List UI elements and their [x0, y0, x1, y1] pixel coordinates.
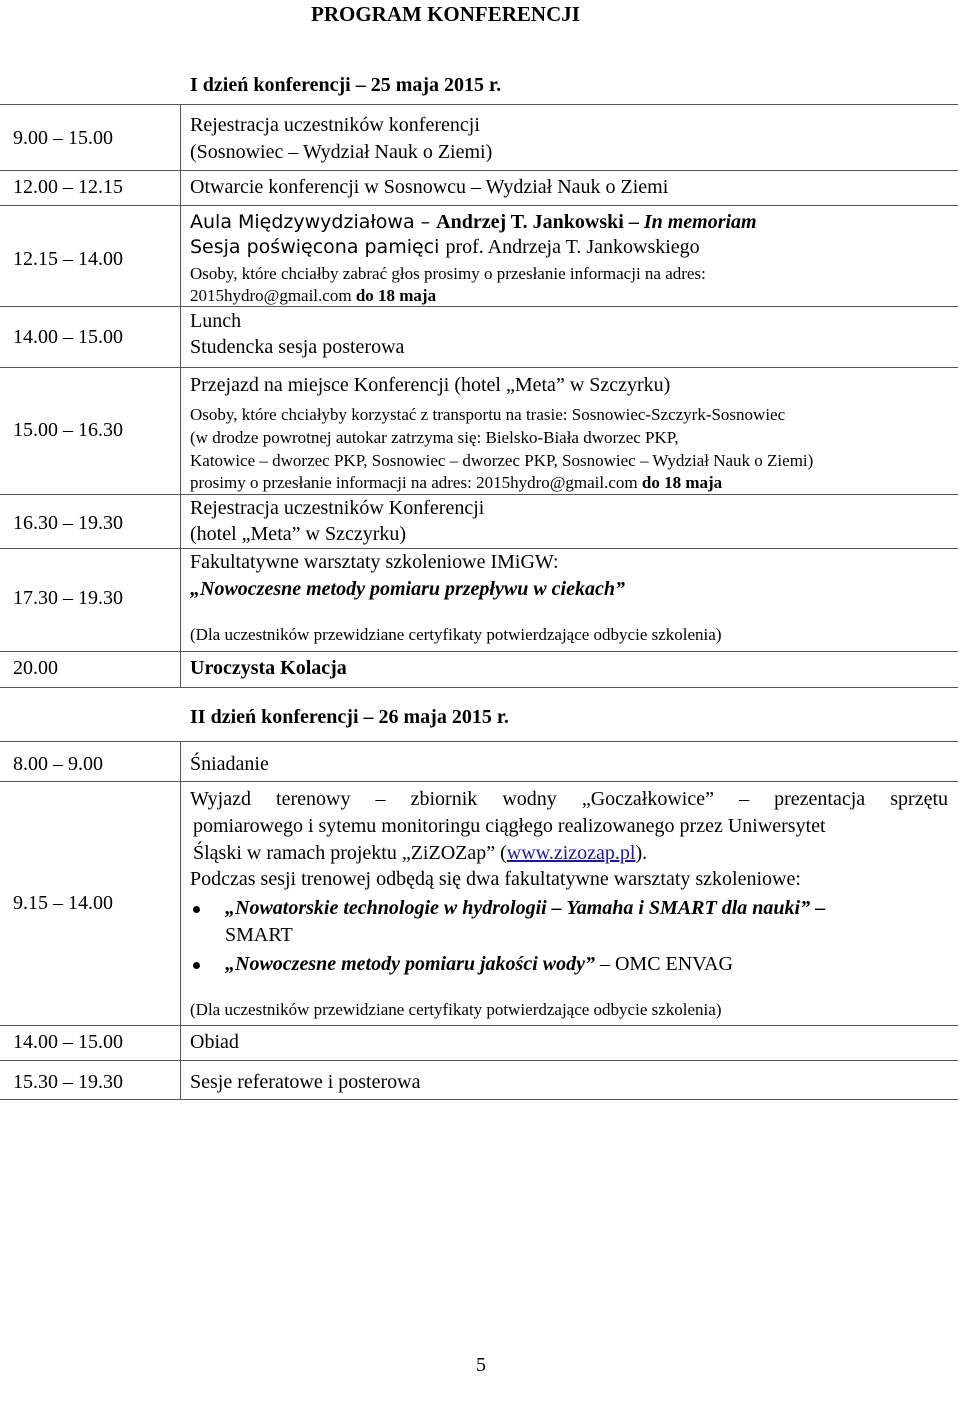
event-text: Sesje referatowe i posterowa — [190, 1071, 421, 1093]
time-cell: 14.00 – 15.00 — [13, 1031, 123, 1053]
event-text-part: – — [810, 897, 826, 919]
event-text: (Sosnowiec – Wydział Nauk o Ziemi) — [190, 141, 493, 163]
workshop-title: „Nowatorskie technologie w hydrologii – Yamaha i SMART dla nauki” — [225, 897, 811, 919]
bullet-icon — [193, 962, 200, 969]
event-text: Otwarcie konferencji w Sosnowcu – Wydział Nauk o Ziemi — [190, 176, 669, 198]
rule — [0, 1060, 958, 1061]
event-text-part: Śląski w ramach projektu „ZiZOZap” ( — [193, 842, 507, 864]
memoriam-name: Andrzej T. Jankowski — [436, 211, 624, 233]
event-note — [190, 474, 722, 491]
email-address: 2015hydro@gmail.com — [190, 286, 356, 305]
event-text: Fakultatywne warsztaty szkoleniowe IMiGW: — [190, 551, 559, 573]
rule — [0, 1099, 958, 1100]
column-divider — [180, 741, 181, 1099]
event-note — [190, 287, 436, 304]
memoriam-label: In memoriam — [643, 211, 757, 233]
time-cell: 15.30 – 19.30 — [13, 1071, 123, 1093]
event-text: Śniadanie — [190, 753, 269, 775]
time-cell: 16.30 – 19.30 — [13, 512, 123, 534]
time-cell: 9.00 – 15.00 — [13, 127, 113, 149]
event-text-part: Sesja poświęcona pamięci — [190, 236, 446, 258]
rule — [0, 367, 958, 368]
rule — [0, 687, 958, 688]
workshop-item — [225, 898, 825, 918]
rule — [0, 1025, 958, 1026]
rule — [0, 651, 958, 652]
time-cell: 9.15 – 14.00 — [13, 892, 113, 914]
event-note: (w drodze powrotnej autokar zatrzyma się: Bielsko-Biała dworzec PKP, — [190, 428, 679, 447]
rule — [0, 205, 958, 206]
rule — [0, 306, 958, 307]
event-text: Rejestracja uczestników konferencji — [190, 114, 480, 136]
page-title: PROGRAM KONFERENCJI — [311, 2, 580, 26]
event-text: (hotel „Meta” w Szczyrku) — [190, 523, 407, 545]
event-text-part: – OMC ENVAG — [594, 953, 733, 975]
deadline: do 18 maja — [641, 473, 723, 492]
event-text: Studencka sesja posterowa — [190, 336, 405, 358]
workshop-title: „Nowoczesne metody pomiaru przepływu w ciekach” — [190, 578, 625, 600]
event-text — [190, 212, 757, 232]
event-text: Wyjazd terenowy – zbiornik wodny „Goczałkowice” – prezentacja sprzętu — [190, 788, 948, 810]
column-divider — [180, 104, 181, 687]
time-cell: 15.00 – 16.30 — [13, 419, 123, 441]
rule — [0, 494, 958, 495]
certificate-note: (Dla uczestników przewidziane certyfikaty potwierdzające odbycie szkolenia) — [190, 625, 722, 644]
rule — [0, 741, 958, 742]
event-note: Katowice – dworzec PKP, Sosnowiec – dworzec PKP, Sosnowiec – Wydział Nauk o Ziemi) — [190, 451, 814, 470]
rule — [0, 104, 958, 105]
workshop-item — [225, 954, 733, 974]
event-text: pomiarowego i sytemu monitoringu ciągłego realizowanego przez Uniwersytet — [193, 815, 826, 837]
event-note: Osoby, które chciałyby korzystać z transportu na trasie: Sosnowiec-Szczyrk-Sosnowiec — [190, 405, 786, 424]
zizozap-link[interactable]: www.zizozap.pl — [506, 842, 636, 864]
day2-heading: II dzień konferencji – 26 maja 2015 r. — [190, 706, 509, 728]
time-cell: 8.00 – 9.00 — [13, 753, 103, 775]
time-cell: 12.15 – 14.00 — [13, 248, 123, 270]
event-text — [193, 843, 647, 863]
rule — [0, 170, 958, 171]
event-text: Lunch — [190, 310, 242, 332]
time-cell: 20.00 — [13, 657, 58, 679]
page-number: 5 — [476, 1354, 486, 1376]
event-text — [190, 237, 700, 257]
time-cell: 17.30 – 19.30 — [13, 587, 123, 609]
event-note: Osoby, które chciałby zabrać głos prosimy o przesłanie informacji na adres: — [190, 264, 706, 283]
event-text: Rejestracja uczestników Konferencji — [190, 497, 485, 519]
event-text-part: prosimy o przesłanie informacji na adres: 2015hydro@gmail.com — [190, 473, 642, 492]
workshop-title: „Nowoczesne metody pomiaru jakości wody” — [225, 953, 595, 975]
event-text-part: prof. Andrzeja T. — [445, 236, 582, 258]
rule — [0, 548, 958, 549]
workshop-item-cont: SMART — [225, 924, 293, 946]
bullet-icon — [193, 906, 200, 913]
event-text-part: – — [623, 211, 644, 233]
event-text-part: Aula Międzywydziałowa – — [190, 211, 437, 233]
day1-heading: I dzień konferencji – 25 maja 2015 r. — [190, 74, 502, 96]
event-text: Przejazd na miejsce Konferencji (hotel „Meta” w Szczyrku) — [190, 374, 671, 396]
deadline: do 18 maja — [355, 286, 437, 305]
event-text: Podczas sesji trenowej odbędą się dwa fakultatywne warsztaty szkoleniowe: — [190, 868, 801, 890]
rule — [0, 781, 958, 782]
time-cell: 12.00 – 12.15 — [13, 176, 123, 198]
certificate-note: (Dla uczestników przewidziane certyfikaty potwierdzające odbycie szkolenia) — [190, 1000, 722, 1019]
time-cell: 14.00 – 15.00 — [13, 326, 123, 348]
event-text-part: ). — [635, 842, 648, 864]
event-text: Obiad — [190, 1031, 239, 1053]
event-text-part: Jankowskiego — [581, 236, 700, 258]
event-text: Uroczysta Kolacja — [190, 657, 347, 679]
